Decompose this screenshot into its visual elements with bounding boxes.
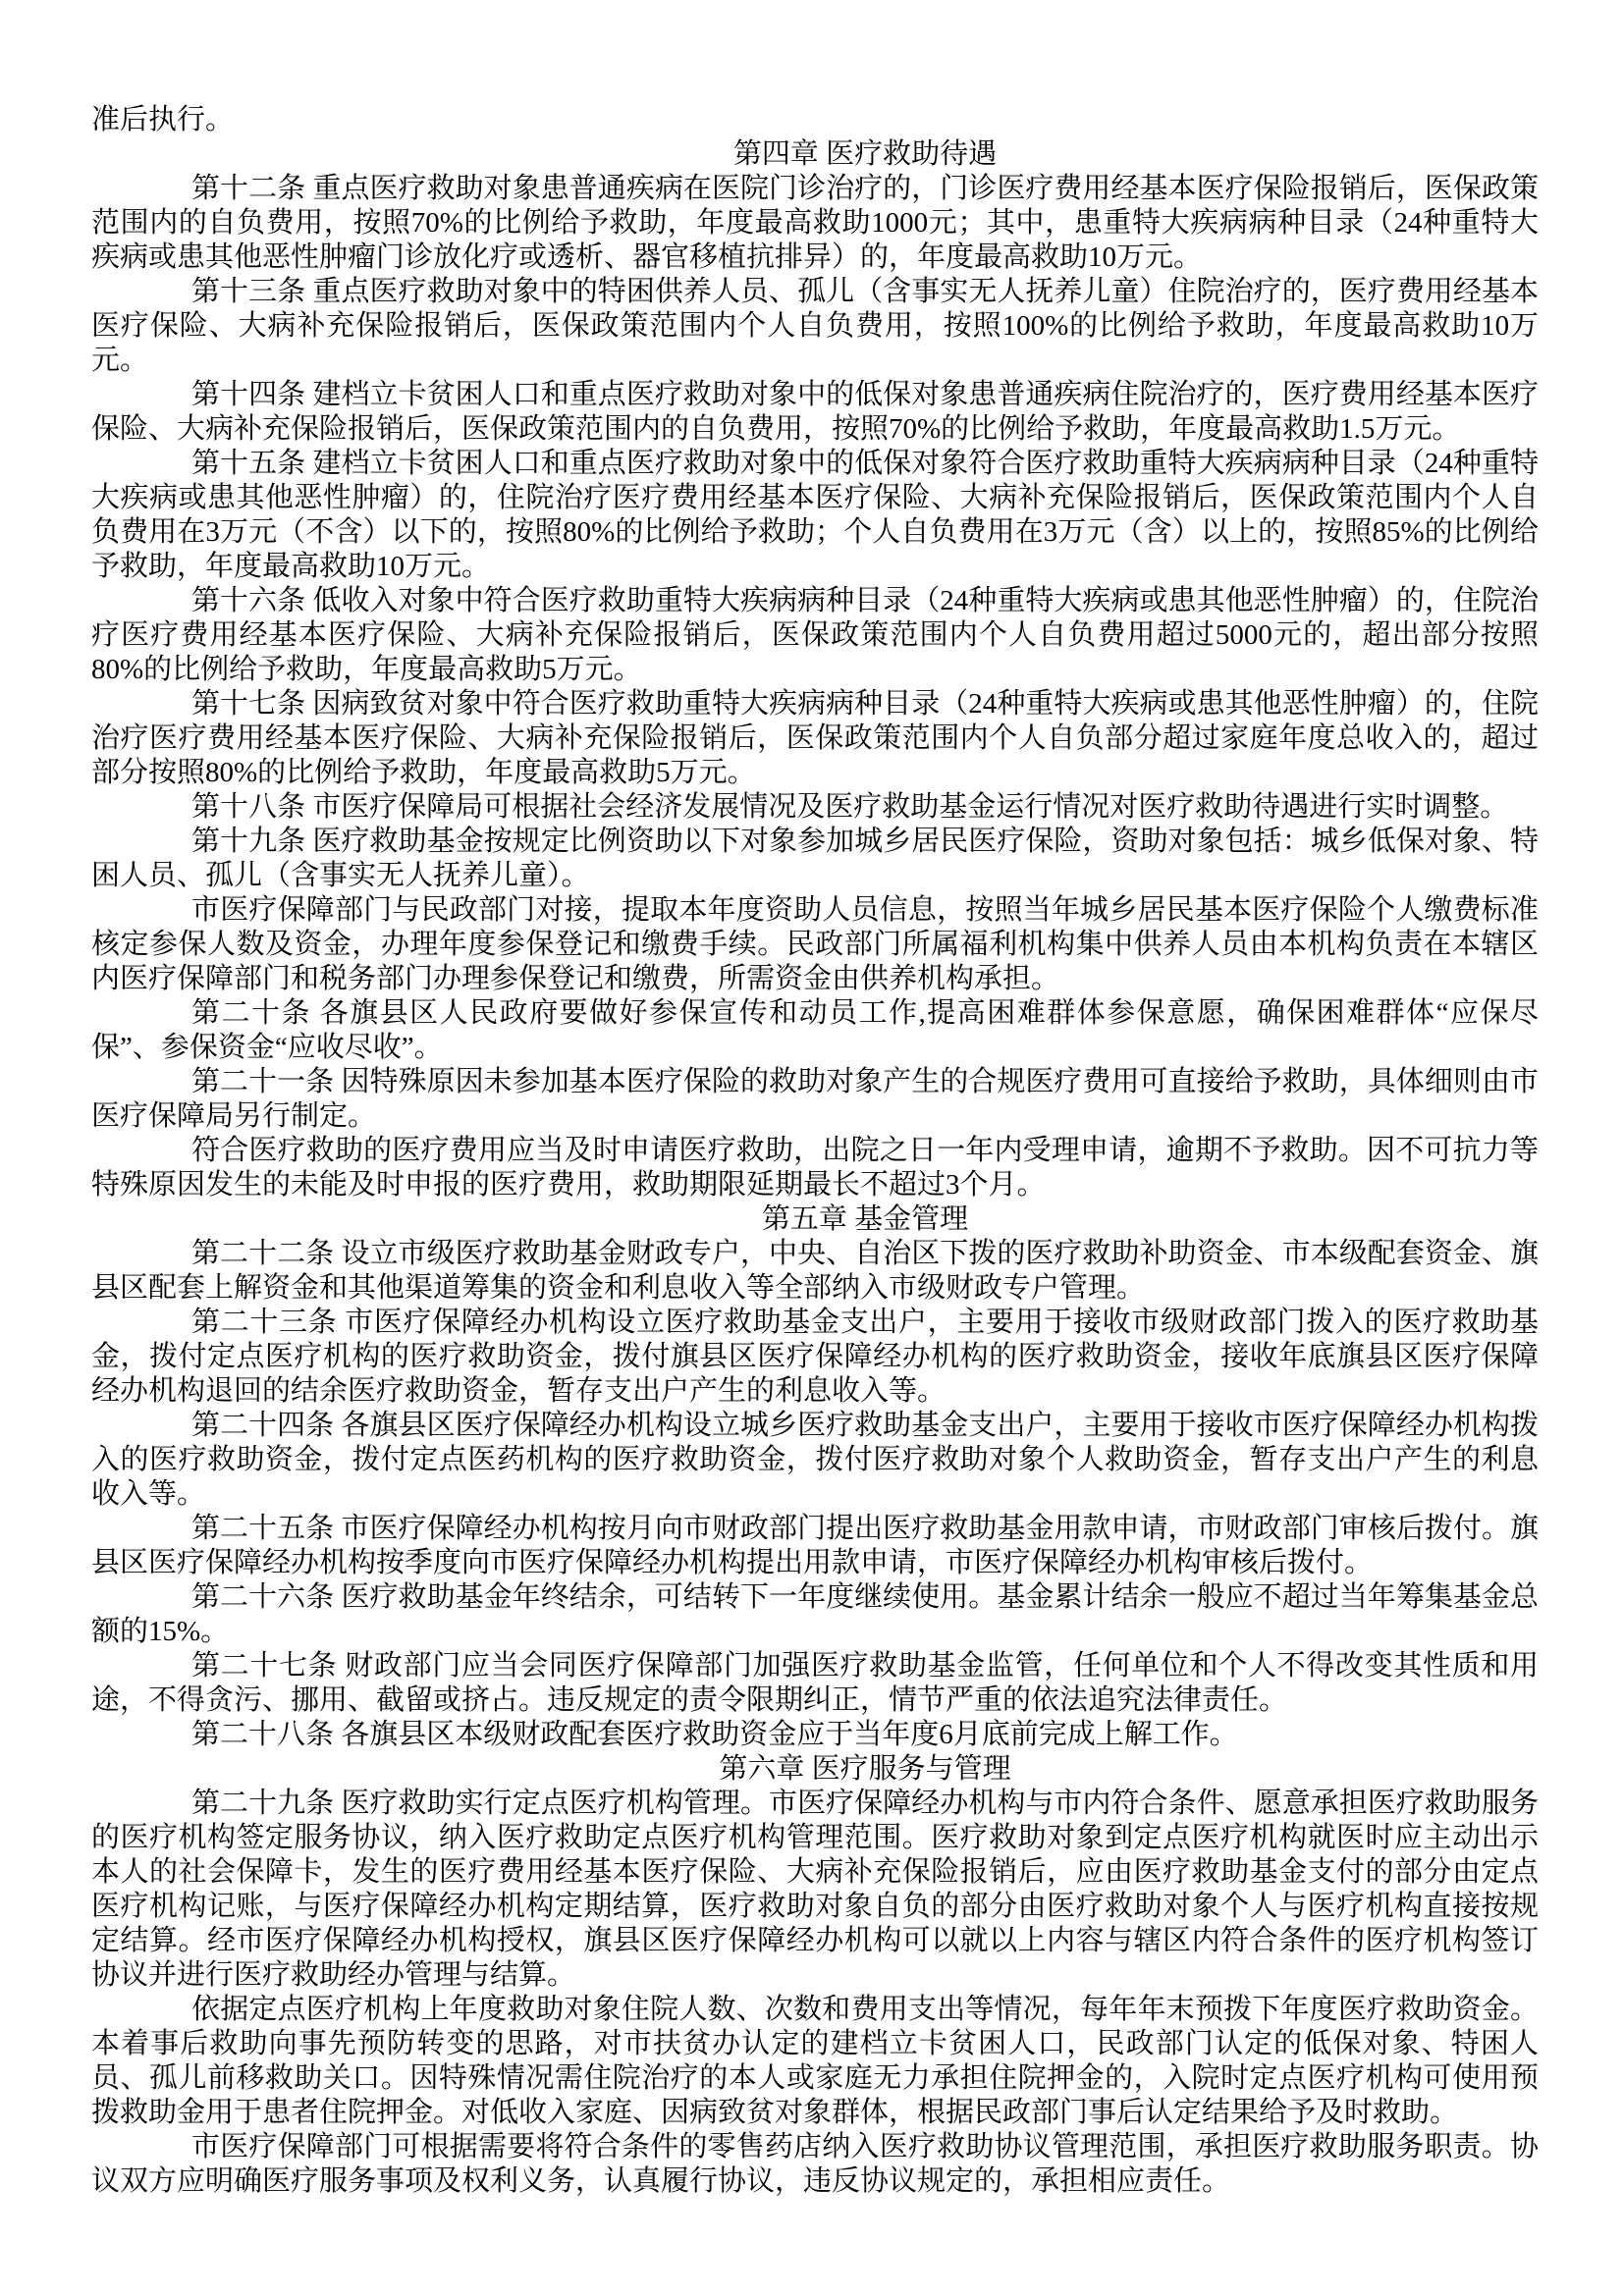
article-23: 第二十三条 市医疗保障经办机构设立医疗救助基金支出户，主要用于接收市级财政部门拨入的医疗救助基金，拨付定点医疗机构的医疗救助资金，拨付旗县区医疗保障经办机构的医疗救助资金，接收年底旗县区医疗保障经办机构退回的结余医疗救助资金，暂存支出户产生的利息收入等。 xyxy=(91,1307,1539,1407)
paragraph-continuation: 准后执行。 xyxy=(91,104,235,135)
article-16: 第十六条 低收入对象中符合医疗救助重特大疾病病种目录（24种重特大疾病或患其他恶性肿瘤）的，住院治疗医疗费用经基本医疗保险、大病补充保险报销后，医保政策范围内个人自负费用超过5000元的，超出部分按照80%的比例给予救助，年度最高救助5万元。 xyxy=(91,585,1539,685)
chapter-4-benefits xyxy=(91,137,1539,1202)
paragraph-enrollment-procedure: 市医疗保障部门与民政部门对接，提取本年度资助人员信息，按照当年城乡居民基本医疗保险个人缴费标准核定参保人数及资金，办理年度参保登记和缴费手续。民政部门所属福利机构集中供养人员由本机构负责在本辖区内医疗保障部门和税务部门办理参保登记和缴费，所需资金由供养机构承担。 xyxy=(91,894,1539,994)
article-12: 第十二条 重点医疗救助对象患普通疾病在医院门诊治疗的，门诊医疗费用经基本医疗保险报销后，医保政策范围内的自负费用，按照70%的比例给予救助，年度最高救助1000元；其中，患重特大疾病病种目录（24种重特大疾病或患其他恶性肿瘤门诊放化疗或透析、器官移植抗排异）的，年度最高救助10万元。 xyxy=(91,173,1539,273)
paragraph-advance-funds: 依据定点医疗机构上年度救助对象住院人数、次数和费用支出等情况，每年年末预拨下年度医疗救助资金。本着事后救助向事先预防转变的思路，对市扶贫办认定的建档立卡贫困人口，民政部门认定的低保对象、特困人员、孤儿前移救助关口。因特殊情况需住院治疗的本人或家庭无力承担住院押金的，入院时定点医疗机构可使用预拨救助金用于患者住院押金。对低收入家庭、因病致贫对象群体，根据民政部门事后认定结果给予及时救助。 xyxy=(91,1994,1539,2128)
article-28: 第二十八条 各旗县区本级财政配套医疗救助资金应于当年度6月底前完成上解工作。 xyxy=(191,1719,1238,1750)
article-17: 第十七条 因病致贫对象中符合医疗救助重特大疾病病种目录（24种重特大疾病或患其他恶性肿瘤）的，住院治疗医疗费用经基本医疗保险、大病补充保险报销后，医保政策范围内个人自负部分超过家庭年度总收入的，超过部分按照80%的比例给予救助，年度最高救助5万元。 xyxy=(91,688,1539,788)
article-25: 第二十五条 市医疗保障经办机构按月向市财政部门提出医疗救助基金用款申请，市财政部门审核后拨付。旗县区医疗保障经办机构按季度向市医疗保障经办机构提出用款申请，市医疗保障经办机构审核后拨付。 xyxy=(91,1513,1539,1578)
chapter-6-medical-services xyxy=(91,1752,1539,2199)
chapter-6-heading: 第六章 医疗服务与管理 xyxy=(719,1753,1011,1785)
article-22: 第二十二条 设立市级医疗救助基金财政专户，中央、自治区下拨的医疗救助补助资金、市本级配套资金、旗县区配套上解资金和其他渠道筹集的资金和利息收入等全部纳入市级财政专户管理。 xyxy=(91,1238,1539,1304)
article-27: 第二十七条 财政部门应当会同医疗保障部门加强医疗救助基金监管，任何单位和个人不得改变其性质和用途，不得贪污、挪用、截留或挤占。违反规定的责令限期纠正，情节严重的依法追究法律责任。 xyxy=(91,1650,1539,1716)
article-14: 第十四条 建档立卡贫困人口和重点医疗救助对象中的低保对象患普通疾病住院治疗的，医疗费用经基本医疗保险、大病补充保险报销后，医保政策范围内的自负费用，按照70%的比例给予救助，年度最高救助1.5万元。 xyxy=(91,379,1539,445)
article-13: 第十三条 重点医疗救助对象中的特困供养人员、孤儿（含事实无人抚养儿童）住院治疗的，医疗费用经基本医疗保险、大病补充保险报销后，医保政策范围内个人自负费用，按照100%的比例给予救助，年度最高救助10万元。 xyxy=(91,276,1539,376)
article-21: 第二十一条 因特殊原因未参加基本医疗保险的救助对象产生的合规医疗费用可直接给予救助，具体细则由市医疗保障局另行制定。 xyxy=(91,1066,1539,1132)
document-body xyxy=(91,103,1539,2199)
article-15: 第十五条 建档立卡贫困人口和重点医疗救助对象中的低保对象符合医疗救助重特大疾病病种目录（24种重特大疾病或患其他恶性肿瘤）的，住院治疗医疗费用经基本医疗保险、大病补充保险报销后，医保政策范围内个人自负费用在3万元（不含）以下的，按照80%的比例给予救助；个人自负费用在3万元（含）以上的，按照85%的比例给予救助，年度最高救助10万元。 xyxy=(91,448,1539,582)
chapter-4-heading: 第四章 医疗救助待遇 xyxy=(732,138,998,170)
article-20: 第二十条 各旗县区人民政府要做好参保宣传和动员工作,提高困难群体参保意愿，确保困难群体“应保尽保”、参保资金“应收尽收”。 xyxy=(91,997,1539,1063)
article-18: 第十八条 市医疗保障局可根据社会经济发展情况及医疗救助基金运行情况对医疗救助待遇进行实时调整。 xyxy=(191,791,1509,823)
article-19: 第十九条 医疗救助基金按规定比例资助以下对象参加城乡居民医疗保险，资助对象包括：城乡低保对象、特困人员、孤儿（含事实无人抚养儿童）。 xyxy=(91,826,1539,891)
paragraph-retail-pharmacy: 市医疗保障部门可根据需要将符合条件的零售药店纳入医疗救助协议管理范围，承担医疗救助服务职责。协议双方应明确医疗服务事项及权利义务，认真履行协议，违反协议规定的，承担相应责任。 xyxy=(91,2131,1539,2197)
paragraph-application-deadline: 符合医疗救助的医疗费用应当及时申请医疗救助，出院之日一年内受理申请，逾期不予救助。因不可抗力等特殊原因发生的未能及时申报的医疗费用，救助期限延期最长不超过3个月。 xyxy=(91,1135,1539,1201)
article-29: 第二十九条 医疗救助实行定点医疗机构管理。市医疗保障经办机构与市内符合条件、愿意承担医疗救助服务的医疗机构签定服务协议，纳入医疗救助定点医疗机构管理范围。医疗救助对象到定点医疗机构就医时应主动出示本人的社会保障卡，发生的医疗费用经基本医疗保险、大病补充保险报销后，应由医疗救助基金支付的部分由定点医疗机构记账，与医疗保障经办机构定期结算，医疗救助对象自负的部分由医疗救助对象个人与医疗机构直接按规定结算。经市医疗保障经办机构授权，旗县区医疗保障经办机构可以就以上内容与辖区内符合条件的医疗机构签订协议并进行医疗救助经办管理与结算。 xyxy=(91,1788,1539,1991)
article-26: 第二十六条 医疗救助基金年终结余，可结转下一年度继续使用。基金累计结余一般应不超过当年筹集基金总额的15%。 xyxy=(91,1581,1539,1647)
article-24: 第二十四条 各旗县区医疗保障经办机构设立城乡医疗救助基金支出户，主要用于接收市医疗保障经办机构拨入的医疗救助资金，拨付定点医药机构的医疗救助资金，拨付医疗救助对象个人救助资金，暂存支出户产生的利息收入等。 xyxy=(91,1410,1539,1510)
chapter-5-fund-management xyxy=(91,1202,1539,1752)
chapter-5-heading: 第五章 基金管理 xyxy=(761,1203,969,1235)
